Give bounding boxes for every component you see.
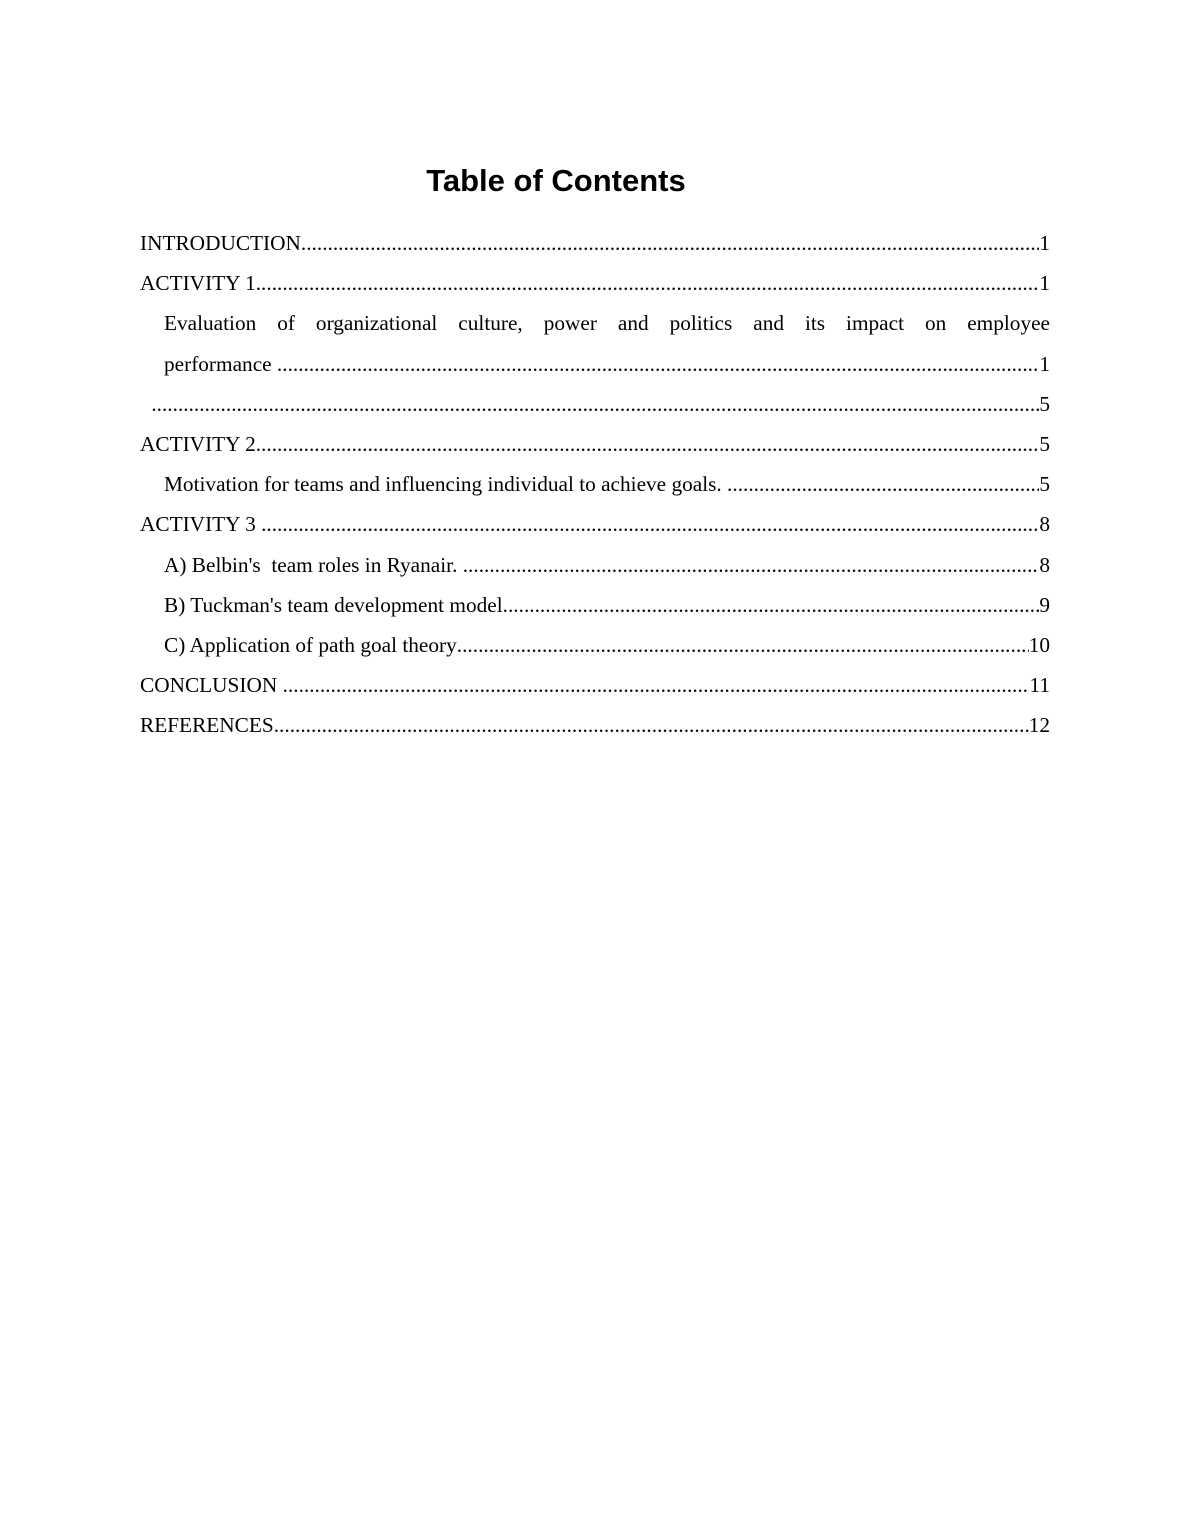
toc-page-number: 11: [1029, 673, 1050, 698]
toc-dot-leader: [727, 464, 1039, 504]
toc-entry-references[interactable]: [140, 705, 1050, 745]
toc-entry-label: ACTIVITY 3: [140, 512, 262, 537]
toc-entry-activity-2[interactable]: [140, 424, 1050, 464]
toc-entry-activity-1[interactable]: [140, 263, 1050, 303]
toc-entry-tuckman[interactable]: [140, 585, 1050, 625]
toc-page-number: 8: [1039, 512, 1050, 537]
toc-dot-leader: [457, 625, 1029, 665]
toc-page-number: 1: [1039, 271, 1050, 296]
toc-page-number: 1: [1039, 231, 1050, 255]
toc-entry-evaluation[interactable]: [140, 303, 1050, 383]
toc-entry-label: INTRODUCTION: [140, 231, 301, 255]
toc-dot-leader: [503, 585, 1040, 625]
toc-dot-leader: [301, 223, 1039, 263]
toc-page-number: 10: [1028, 632, 1050, 657]
toc-entry-label: ACTIVITY 1: [140, 271, 256, 296]
toc-page-number: 1: [1039, 351, 1050, 376]
toc-page-number: 12: [1028, 713, 1050, 738]
toc-dot-leader: [261, 504, 1039, 544]
toc-entry-untitled[interactable]: [140, 384, 1050, 424]
toc-dot-leader: [283, 665, 1030, 705]
toc-entry-label: CONCLUSION: [140, 673, 283, 698]
toc-entry-conclusion[interactable]: [140, 665, 1050, 705]
toc-entry-label: REFERENCES: [140, 713, 274, 738]
page-title: Table of Contents: [426, 163, 686, 198]
toc-entry-label: ACTIVITY 2: [140, 431, 256, 456]
toc-dot-leader: [151, 384, 1039, 424]
toc-page-number: 5: [1039, 431, 1050, 456]
toc-dot-leader: [463, 545, 1040, 585]
toc-entry-label: A) Belbin's team roles in Ryanair.: [164, 552, 463, 577]
toc-dot-leader: [256, 263, 1040, 303]
toc-dot-leader: [274, 705, 1029, 745]
toc-entry-line-2: [140, 344, 1050, 384]
toc-entry-label: performance: [164, 351, 277, 376]
toc-page-number: 9: [1039, 592, 1050, 617]
toc-entry-introduction[interactable]: [140, 223, 1050, 263]
toc-entry-label-line-1: Evaluation of organizational culture, power and politics and its impact on employee: [164, 311, 1050, 336]
toc-page-number: 5: [1039, 472, 1050, 497]
toc-entry-path-goal[interactable]: [140, 625, 1050, 665]
toc-entry-belbin[interactable]: [140, 545, 1050, 585]
toc-entry-label: Motivation for teams and influencing individual to achieve goals.: [164, 472, 728, 497]
toc-entry-label: B) Tuckman's team development model: [164, 592, 503, 617]
toc-dot-leader: [256, 424, 1040, 464]
toc-entry-activity-3[interactable]: [140, 504, 1050, 544]
toc-page-number: 5: [1039, 391, 1050, 416]
table-of-contents: [140, 223, 1050, 745]
toc-entry-motivation[interactable]: [140, 464, 1050, 504]
toc-page-number: 8: [1039, 552, 1050, 577]
toc-entry-label: C) Application of path goal theory: [164, 632, 457, 657]
toc-dot-leader: [277, 344, 1039, 384]
